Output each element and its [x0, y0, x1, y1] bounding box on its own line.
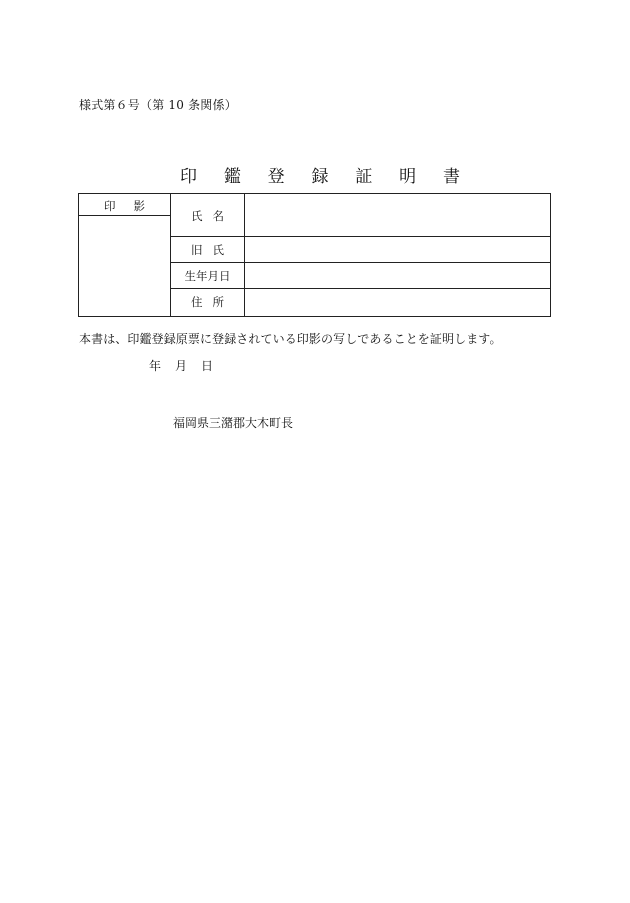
title-character: 鑑	[223, 167, 241, 187]
issuer-mayor: 福岡県三潴郡大木町長	[173, 416, 294, 430]
title-character: 書	[442, 167, 460, 187]
day-label: 日	[201, 359, 214, 373]
title-character: 証	[355, 167, 373, 187]
document-title	[180, 162, 460, 187]
address-label: 住所	[191, 295, 234, 309]
month-label: 月	[175, 359, 188, 373]
certification-statement: 本書は、印鑑登録原票に登録されている印影の写しであることを証明します。	[79, 332, 502, 346]
table-divider	[170, 262, 550, 263]
title-character: 録	[311, 167, 329, 187]
year-label: 年	[149, 359, 162, 373]
table-divider	[244, 194, 245, 316]
former-name-label: 旧氏	[191, 243, 234, 257]
title-character: 明	[399, 167, 417, 187]
table-divider	[170, 236, 550, 237]
seal-certificate-table	[78, 193, 551, 317]
form-number: 様式第６号（第 10 条関係）	[79, 98, 237, 112]
title-character: 印	[180, 167, 197, 187]
issue-date	[149, 357, 213, 374]
birth-date-label: 生年月日	[184, 269, 231, 283]
table-divider	[79, 215, 170, 216]
table-divider	[170, 288, 550, 289]
title-character: 登	[267, 167, 285, 187]
seal-impression-label: 印影	[104, 199, 163, 213]
name-label: 氏名	[191, 209, 234, 223]
